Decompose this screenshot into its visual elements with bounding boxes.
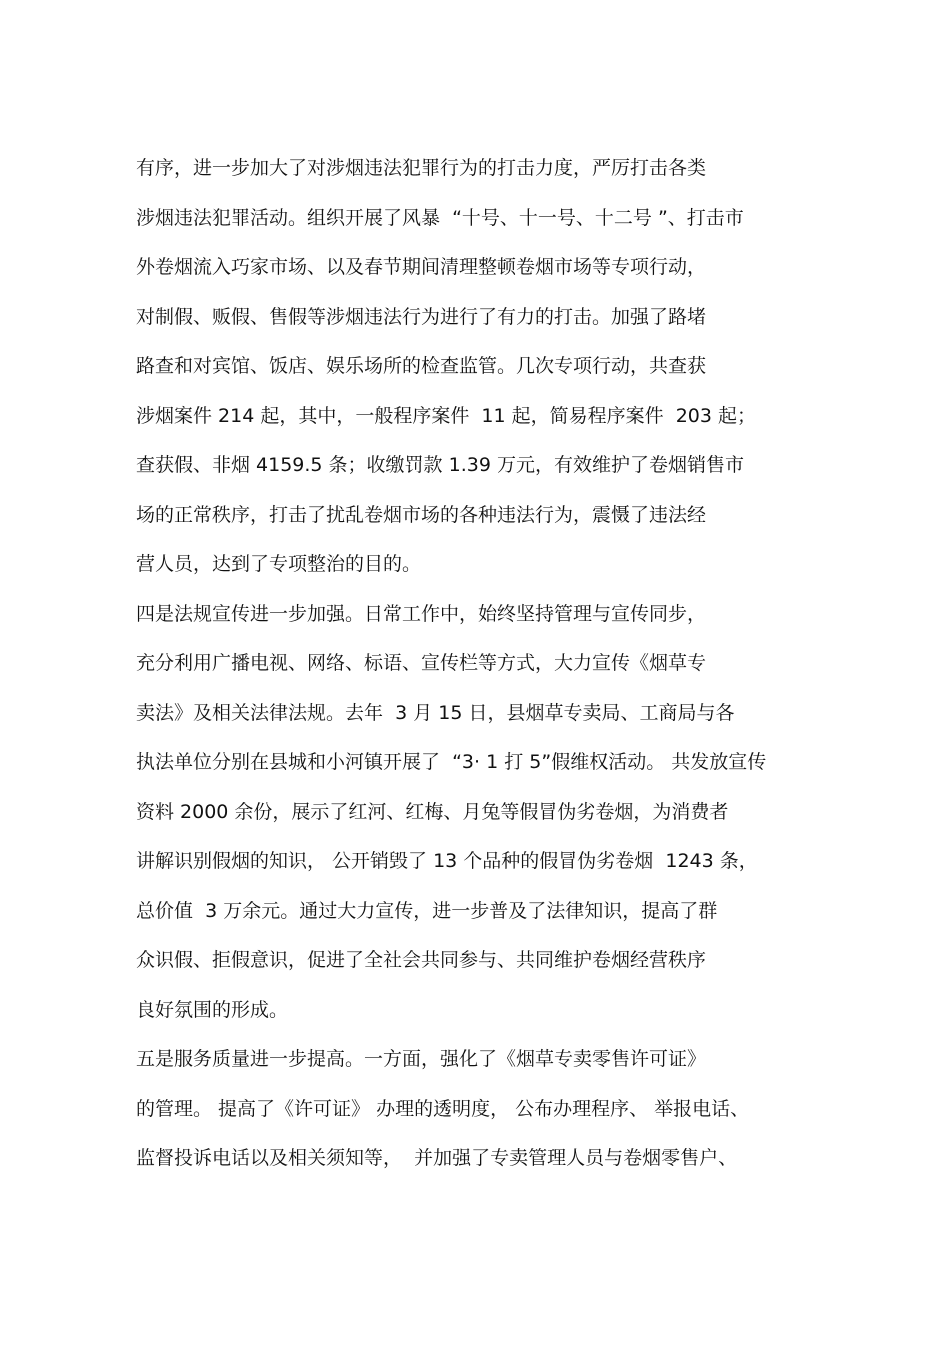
text-line: 众识假、拒假意识，促进了全社会共同参与、共同维护卷烟经营秩序 (136, 949, 707, 971)
text-line: 总价值 3 万余元。通过大力宣传，进一步普及了法律知识，提高了群 (136, 899, 718, 922)
text-line: 的管理。 提高了《许可证》 办理的透明度， 公布办理程序、 举报电话、 (136, 1097, 750, 1120)
text-line: 场的正常秩序，打击了扰乱卷烟市场的各种违法行为，震慑了违法经 (136, 503, 707, 526)
text-line: 涉烟违法犯罪活动。组织开展了风暴 “十号、十一号、十二号 ”、打击市 (136, 206, 744, 229)
text-line: 卖法》及相关法律法规。去年 3 月 15 日，县烟草专卖局、工商局与各 (136, 701, 735, 724)
text-line: 涉烟案件 214 起，其中，一般程序案件 11 起，简易程序案件 203 起； (136, 404, 757, 427)
body-text (136, 144, 836, 1184)
text-line: 执法单位分别在县城和小河镇开展了 “3· 1 打 5”假维权活动。 共发放宣传 (136, 751, 767, 773)
text-line: 外卷烟流入巧家市场、以及春节期间清理整顿卷烟市场等专项行动， (136, 256, 707, 278)
text-line: 有序，进一步加大了对涉烟违法犯罪行为的打击力度，严厉打击各类 (136, 157, 707, 179)
paragraph-start-line: 五是服务质量进一步提高。一方面，强化了《烟草专卖零售许可证》 (136, 1048, 707, 1070)
text-line: 良好氛围的形成。 (136, 998, 289, 1021)
text-line: 讲解识别假烟的知识， 公开销毁了 13 个品种的假冒伪劣卷烟 1243 条， (136, 850, 758, 872)
text-line: 营人员，达到了专项整治的目的。 (136, 553, 422, 575)
paragraph-start-line: 四是法规宣传进一步加强。日常工作中，始终坚持管理与宣传同步， (136, 602, 707, 625)
text-line: 资料 2000 余份，展示了红河、红梅、月兔等假冒伪劣卷烟，为消费者 (136, 800, 729, 823)
text-line: 对制假、贩假、售假等涉烟违法行为进行了有力的打击。加强了路堵 (136, 305, 707, 328)
text-line: 充分利用广播电视、网络、标语、宣传栏等方式，大力宣传《烟草专 (136, 652, 707, 674)
text-line: 查获假、非烟 4159.5 条；收缴罚款 1.39 万元，有效维护了卷烟销售市 (136, 454, 744, 476)
text-line: 路查和对宾馆、饭店、娱乐场所的检查监管。几次专项行动，共查获 (136, 355, 707, 377)
text-line: 监督投诉电话以及相关须知等， 并加强了专卖管理人员与卷烟零售户、 (136, 1147, 738, 1169)
